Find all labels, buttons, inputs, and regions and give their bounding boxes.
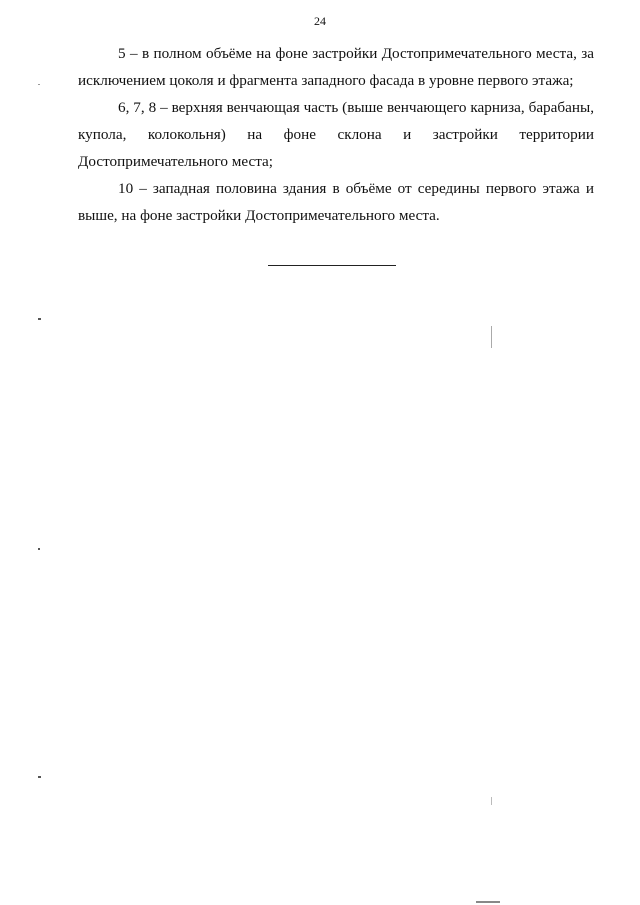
scan-speck <box>491 326 492 348</box>
paragraph-item-10: 10 – западная половина здания в объёме от середины первого этажа и выше, на фоне застройки Достопримечательного места. <box>78 180 594 224</box>
page-number: 24 <box>314 14 326 28</box>
paragraph-items-6-7-8: 6, 7, 8 – верхняя венчающая часть (выше венчающего карниза, барабаны, купола, колокольня) на фоне склона и застройки территории Достопримечательного места; <box>78 99 594 170</box>
scan-speck <box>38 318 41 320</box>
paragraph-item-5: 5 – в полном объёме на фоне застройки Достопримечательного места, за исключением цоколя и фрагмента западного фасада в уровне первого этажа; <box>78 45 594 89</box>
scan-speck <box>491 797 492 805</box>
scan-speck <box>38 548 40 550</box>
scan-speck <box>38 84 40 85</box>
separator-line <box>268 265 396 266</box>
scan-speck <box>38 776 41 778</box>
scan-speck <box>476 901 500 903</box>
body-text <box>78 40 594 229</box>
